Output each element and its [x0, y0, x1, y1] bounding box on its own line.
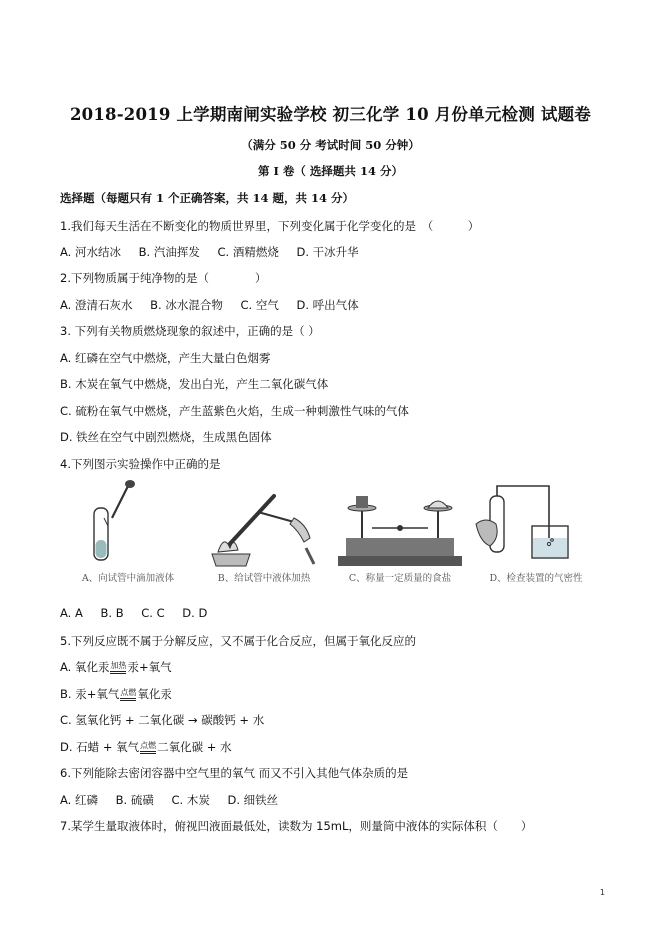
option-b: B. 冰水混合物: [150, 298, 223, 312]
figure-b: [196, 478, 332, 588]
option-c: C. 木炭: [171, 793, 210, 807]
part-title: 第 I 卷（ 选择题共 14 分）: [258, 164, 403, 178]
condition-text: 点燃: [140, 741, 157, 750]
reaction-condition: [120, 688, 136, 701]
condition-text: 加热: [110, 661, 127, 670]
arrow-icon: →: [187, 713, 198, 727]
question-6-stem: 6.下列能除去密闭容器中空气里的氧气 而又不引入其他气体杂质的是: [60, 766, 409, 780]
question-5-option-b: [60, 686, 172, 702]
question-4-figures: [60, 478, 605, 588]
option-a: A. 澄清石灰水: [60, 298, 133, 312]
question-5-option-c: [60, 712, 264, 728]
option-b: B. 硫磺: [115, 793, 154, 807]
figure-c: [332, 478, 468, 588]
figure-d-caption: D、检查装置的气密性: [489, 573, 583, 584]
question-5-option-a: [60, 659, 172, 675]
score-info: （满分 50 分 考试时间 50 分钟）: [241, 138, 420, 152]
figure-a-caption: A、向试管中滴加液体: [81, 573, 175, 584]
page-number: 1: [599, 888, 605, 897]
product: 二氧化碳 + 水: [157, 740, 232, 754]
figure-a: [60, 478, 196, 588]
option-d: D. 细铁丝: [227, 793, 279, 807]
option-c: C. 酒精燃烧: [217, 245, 279, 259]
option-b: B. B: [100, 606, 124, 620]
product: 氧化汞: [137, 687, 172, 701]
option-d: D. 呼出气体: [296, 298, 359, 312]
reactant: B. 汞+氧气: [60, 687, 120, 701]
product: 碳酸钙 + 水: [201, 713, 265, 727]
option-d: D. 干冰升华: [296, 245, 359, 259]
heating-test-tube-illustration: [196, 478, 332, 570]
option-d: D. D: [182, 606, 208, 620]
question-5-stem: 5.下列反应既不属于分解反应，又不属于化合反应，但属于氧化反应的: [60, 634, 416, 648]
equals-bar: [140, 751, 156, 754]
question-3-option-c: C. 硫粉在氧气中燃烧，产生蓝紫色火焰，生成一种刺激性气味的气体: [60, 404, 409, 418]
figure-c-caption: C、称量一定质量的食盐: [348, 573, 452, 584]
reactant: A. 氧化汞: [60, 660, 110, 674]
question-6-options: [60, 792, 278, 808]
option-c: C. C: [141, 606, 165, 620]
question-3-option-d: D. 铁丝在空气中剧烈燃烧，生成黑色固体: [60, 430, 272, 444]
figure-b-caption: B、给试管中液体加热: [217, 573, 311, 584]
question-1-stem: 1.我们每天生活在不断变化的物质世界里，下列变化属于化学变化的是 （ ）: [60, 219, 480, 233]
question-1-options: [60, 244, 359, 260]
equals-bar: [120, 698, 136, 701]
question-2-stem: 2.下列物质属于纯净物的是（ ）: [60, 271, 267, 285]
option-a: A. 河水结冰: [60, 245, 121, 259]
option-a: A. A: [60, 606, 83, 620]
reaction-condition: [140, 741, 156, 754]
dropper-test-tube-illustration: [60, 478, 196, 570]
equals-bar: [110, 671, 126, 674]
question-3-option-b: B. 木炭在氧气中燃烧，发出白光，产生二氧化碳气体: [60, 377, 329, 391]
question-4-stem: 4.下列图示实验操作中正确的是: [60, 457, 221, 471]
reaction-condition: [110, 661, 126, 674]
question-2-options: [60, 297, 359, 313]
option-a: A. 红磷: [60, 793, 98, 807]
option-c: C. 空气: [240, 298, 279, 312]
condition-text: 点燃: [120, 688, 137, 697]
reactant: C. 氢氧化钙 + 二氧化碳: [60, 713, 185, 727]
airtightness-check-illustration: [468, 478, 604, 570]
question-3-stem: 3. 下列有关物质燃烧现象的叙述中，正确的是（ ）: [60, 324, 320, 338]
reactant: D. 石蜡 + 氧气: [60, 740, 140, 754]
exam-title: 2018-2019 上学期南闸实验学校 初三化学 10 月份单元检测 试题卷: [70, 105, 591, 124]
balance-scale-illustration: [332, 478, 468, 570]
option-b: B. 汽油挥发: [138, 245, 200, 259]
product: 汞+氧气: [127, 660, 172, 674]
section-heading: 选择题（每题只有 1 个正确答案，共 14 题，共 14 分）: [60, 191, 355, 205]
figure-d: [468, 478, 604, 588]
question-3-option-a: A. 红磷在空气中燃烧，产生大量白色烟雾: [60, 351, 271, 365]
question-5-option-d: [60, 739, 232, 755]
question-4-options: [60, 606, 207, 620]
question-7-stem: 7.某学生量取液体时，俯视凹液面最低处，读数为 15mL，则量筒中液体的实际体积（ ）: [60, 819, 533, 833]
